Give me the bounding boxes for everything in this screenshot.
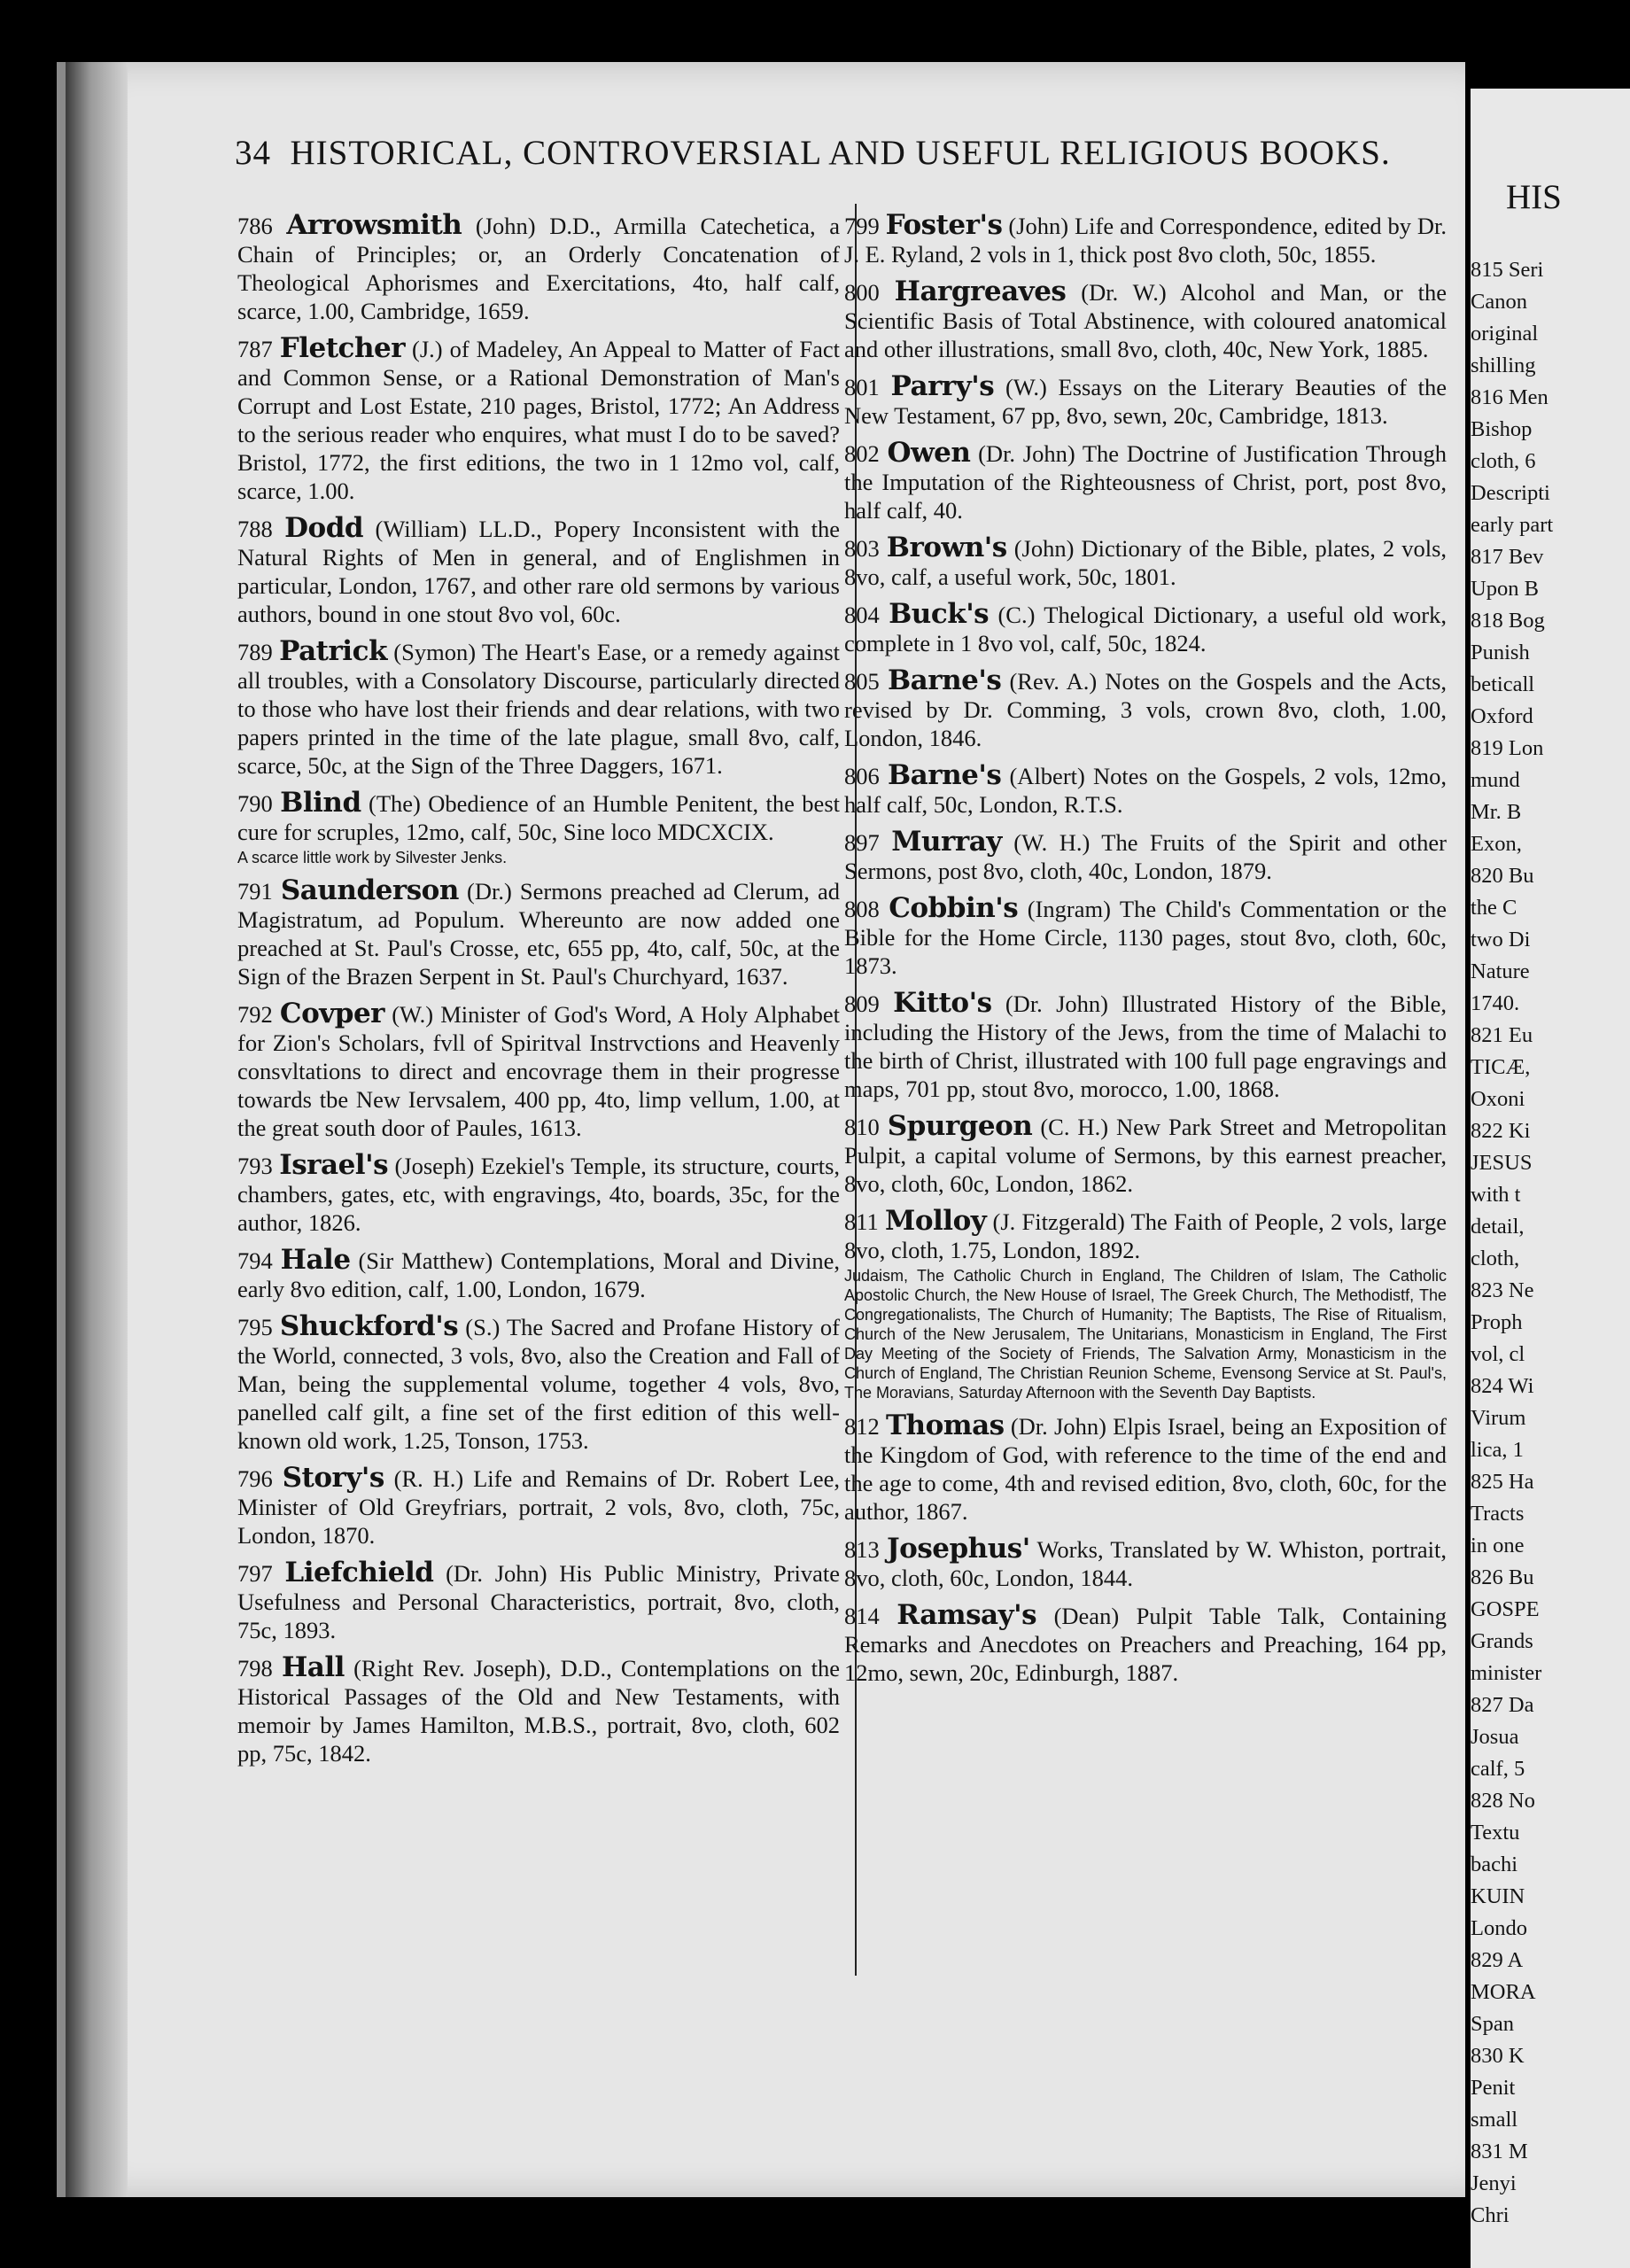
adjacent-page-line: JESUS: [1471, 1151, 1533, 1175]
adjacent-page-line: Span: [1471, 2012, 1514, 2036]
entry-author: Josephus': [886, 1533, 1030, 1565]
catalog-entry: [844, 666, 1447, 752]
catalog-entry: [844, 1601, 1447, 1687]
entry-description: (Rev. A.) Notes on the Gospels and the Acts, revised by Dr. Comming, 3 vols, crown 8vo, cloth, 1.00, London, 1846.: [844, 668, 1448, 751]
entry-author: Ramsay's: [896, 1599, 1037, 1631]
catalog-entry: [844, 277, 1447, 363]
entry-description: (C. H.) New Park Street and Metropolitan Pulpit, a capital volume of Sermons, by this earnest preacher, 8vo, cloth, 60c, London, 1862.: [844, 1114, 1448, 1197]
entry-description: (W.) Minister of God's Word, A Holy Alphabet for Zion's Scholars, fvll of Spiritval Instrvctions and Heavenly consvltations to direct and encovrage them in their progresse towards tbe New Iervsalem, 400 pp, 4to, limp vellum, 1.00, at the great south door of Paules, 1613.: [237, 1001, 841, 1141]
adjacent-page-line: Tracts: [1471, 1502, 1525, 1526]
catalog-entry: [237, 1246, 840, 1303]
entry-number: 797: [237, 1560, 273, 1587]
entry-author: Saunderson: [280, 874, 459, 906]
entry-number: 813: [844, 1536, 880, 1563]
catalog-entry: [844, 1207, 1447, 1402]
adjacent-page-line: minister: [1471, 1661, 1542, 1685]
adjacent-page-line: detail,: [1471, 1215, 1525, 1239]
entry-author: Brown's: [886, 532, 1007, 563]
entry-author: Hargreaves: [894, 276, 1067, 307]
adjacent-page-line: MORA: [1471, 1980, 1536, 2004]
entry-author: Covper: [279, 998, 385, 1029]
entry-number: 812: [844, 1413, 880, 1440]
entry-author: Kitto's: [893, 987, 992, 1019]
entry-description: (Dr.) Sermons preached ad Clerum, ad Magistratum, ad Populum. Whereunto are now added one preached at St. Paul's Crosse, etc, 655 pp, 4to, calf, 50c, at the Sign of the Brazen Serpent in St. Paul's Churchyard, 1637.: [237, 878, 841, 990]
entry-number: 798: [237, 1655, 273, 1682]
catalog-entry: [844, 439, 1447, 524]
entry-number: 794: [237, 1247, 273, 1274]
catalog-entry: [237, 999, 840, 1142]
adjacent-page-line: beticall: [1471, 672, 1535, 696]
entry-number: 787: [237, 336, 273, 362]
adjacent-page-line: lica, 1: [1471, 1438, 1524, 1462]
adjacent-page-line: 815 Seri: [1471, 258, 1544, 282]
catalog-entry: [844, 600, 1447, 657]
adjacent-page-line: 817 Bev: [1471, 545, 1544, 569]
page-number: 34: [235, 134, 271, 172]
adjacent-page-line: Jenyi: [1471, 2171, 1517, 2195]
adjacent-page-line: cloth, 6: [1471, 449, 1536, 473]
adjacent-page-line: 818 Bog: [1471, 609, 1545, 633]
entry-note: Judaism, The Catholic Church in England, The Children of Islam, The Catholic Apostolic Church, the New House of Israel, The Greek Church, The Methodistf, The Congregationalists, The Church of Humanity; The Baptists, The Rise of Ritualism, Church of the New Jerusalem, The Unitarians, Monasticism in England, The First Day Meeting of the Society of Friends, The Salvation Army, Monasticism in the Church of England, The Christian Reunion Scheme, Evensong Service at St. Paul's, The Moravians, Saturday Afternoon with the Seventh Day Baptists.: [844, 1267, 1447, 1402]
entry-description: (Dr. W.) Alcohol and Man, or the Scientific Basis of Total Abstinence, with coloured anatomical and other illustrations, small 8vo, cloth, 40c, New York, 1885.: [844, 279, 1448, 362]
entry-author: Fletcher: [279, 332, 406, 364]
entry-number: 796: [237, 1465, 273, 1492]
catalog-entry: [237, 1558, 840, 1644]
catalog-entry: [844, 761, 1447, 819]
catalog-entry: [237, 876, 840, 990]
adjacent-page-line: Textu: [1471, 1821, 1520, 1845]
catalog-entry: [237, 514, 840, 628]
catalog-entry: [844, 372, 1447, 430]
entry-author: Hall: [281, 1651, 345, 1683]
page-title: HISTORICAL, CONTROVERSIAL AND USEFUL RELIGIOUS BOOKS.: [290, 134, 1391, 172]
adjacent-page-line: Proph: [1471, 1310, 1523, 1334]
adjacent-page-line: Nature: [1471, 959, 1530, 983]
entry-number: 897: [844, 829, 880, 856]
catalog-entry: [844, 1534, 1447, 1592]
entry-description: (Dean) Pulpit Table Talk, Containing Remarks and Anecdotes on Preachers and Preaching, 164 pp, 12mo, sewn, 20c, Edinburgh, 1887.: [844, 1603, 1448, 1686]
entry-number: 805: [844, 668, 880, 695]
adjacent-page-line: 828 No: [1471, 1789, 1535, 1813]
adjacent-page-line: Exon,: [1471, 832, 1522, 856]
entry-description: (John) D.D., Armilla Catechetica, a Chain of Principles; or, an Orderly Concatenation of Theological Aphorismes and Exercitations, 4to, half calf, scarce, 1.00, Cambridge, 1659.: [237, 213, 841, 324]
entry-author: Buck's: [889, 598, 990, 630]
right-column: [844, 211, 1447, 1696]
entry-author: Parry's: [890, 370, 995, 402]
entry-number: 803: [844, 535, 880, 562]
entry-description: (Joseph) Ezekiel's Temple, its structure, courts, chambers, gates, etc, with engravings, 4to, boards, 35c, for the author, 1826.: [237, 1153, 841, 1236]
entry-number: 811: [844, 1208, 879, 1235]
catalog-entry: [844, 533, 1447, 591]
entry-number: 793: [237, 1153, 273, 1179]
entry-number: 814: [844, 1603, 880, 1629]
adjacent-page-line: mund: [1471, 768, 1520, 792]
catalog-entry: [237, 1151, 840, 1237]
adjacent-page-line: Josua: [1471, 1725, 1519, 1749]
catalog-entry: [844, 894, 1447, 980]
entry-number: 806: [844, 763, 880, 789]
entry-number: 809: [844, 990, 880, 1017]
adjacent-page-line: 827 Da: [1471, 1693, 1534, 1717]
entry-author: Story's: [282, 1462, 384, 1494]
entry-description: (Dr. John) The Doctrine of Justification Through the Imputation of the Righteousness of Christ, port, post 8vo, half calf, 40.: [844, 440, 1447, 524]
adjacent-page-line: 824 Wi: [1471, 1374, 1534, 1398]
adjacent-page-lines: [1471, 257, 1630, 2234]
catalog-entry: [237, 1653, 840, 1767]
catalog-entry: [237, 637, 840, 780]
entry-author: Spurgeon: [887, 1110, 1033, 1142]
adjacent-page-line: small: [1471, 2108, 1518, 2132]
adjacent-page-line: GOSPE: [1471, 1597, 1540, 1621]
adjacent-page-line: Virum: [1471, 1406, 1526, 1430]
entry-description: (Symon) The Heart's Ease, or a remedy against all troubles, with a Consolatory Discourse, particularly directed to those who have lost their friends and dear relations, with two papers printed in the time of the late plague, small 8vo, calf, scarce, 50c, at the Sign of the Three Daggers, 1671.: [237, 639, 841, 779]
entry-number: 810: [844, 1114, 880, 1140]
entry-description: (Dr. John) His Public Ministry, Private Usefulness and Personal Characteristics, portrait, 8vo, cloth, 75c, 1893.: [237, 1560, 841, 1643]
adjacent-page-line: Canon: [1471, 290, 1527, 314]
adjacent-page-line: 830 K: [1471, 2044, 1525, 2068]
entry-author: Israel's: [279, 1149, 389, 1181]
adjacent-page-line: Punish: [1471, 641, 1530, 664]
entry-number: 800: [844, 279, 880, 306]
entry-description: (W.) Essays on the Literary Beauties of the New Testament, 67 pp, 8vo, sewn, 20c, Cambridge, 1813.: [844, 374, 1448, 429]
entry-author: Cobbin's: [889, 892, 1019, 924]
adjacent-page-line: 821 Eu: [1471, 1023, 1533, 1047]
entry-author: Hale: [280, 1244, 351, 1276]
entry-number: 792: [237, 1001, 273, 1028]
entry-description: (John) Dictionary of the Bible, plates, 2 vols, 8vo, calf, a useful work, 50c, 1801.: [844, 535, 1448, 590]
entry-author: Murray: [891, 826, 1002, 858]
entry-number: 804: [844, 602, 880, 628]
entry-author: Blind: [280, 787, 361, 819]
catalog-entry: [844, 989, 1447, 1103]
adjacent-page-line: 819 Lon: [1471, 736, 1544, 760]
entry-number: 789: [237, 639, 273, 665]
entry-number: 788: [237, 516, 273, 542]
entry-description: Works, Translated by W. Whiston, portrait, 8vo, cloth, 60c, London, 1844.: [844, 1536, 1448, 1591]
adjacent-page-line: bachi: [1471, 1852, 1518, 1876]
adjacent-page-line: with t: [1471, 1183, 1521, 1207]
adjacent-page-header: HIS: [1506, 178, 1562, 216]
adjacent-page-line: the C: [1471, 896, 1517, 920]
catalog-entry: [237, 334, 840, 505]
adjacent-page: [1471, 89, 1630, 2268]
adjacent-page-line: two Di: [1471, 928, 1531, 951]
adjacent-page-line: Mr. B: [1471, 800, 1522, 824]
adjacent-page-line: 822 Ki: [1471, 1119, 1531, 1143]
entry-author: Barne's: [887, 664, 1002, 696]
adjacent-page-line: Oxford: [1471, 704, 1533, 728]
adjacent-page-line: Penit: [1471, 2076, 1516, 2100]
adjacent-page-line: original: [1471, 322, 1539, 346]
entry-author: Dodd: [284, 512, 364, 544]
entry-author: Foster's: [885, 209, 1003, 241]
entry-description: (J.) of Madeley, An Appeal to Matter of Fact and Common Sense, or a Rational Demonstration of Man's Corrupt and Lost Estate, 210 pages, Bristol, 1772; An Address to the serious reader who enquires, what must I do to be saved? Bristol, 1772, the first editions, the two in 1 12mo vol, calf, scarce, 1.00.: [237, 336, 841, 504]
entry-author: Patrick: [279, 635, 387, 667]
catalog-entry: [844, 1112, 1447, 1198]
page-header: [235, 133, 1391, 173]
entry-description: (Albert) Notes on the Gospels, 2 vols, 12mo, half calf, 50c, London, R.T.S.: [844, 763, 1447, 818]
adjacent-page-line: Upon B: [1471, 577, 1539, 601]
entry-number: 802: [844, 440, 880, 467]
adjacent-page-line: shilling: [1471, 353, 1536, 377]
entry-description: (Right Rev. Joseph), D.D., Contemplations on the Historical Passages of the Old and New Testaments, with memoir by James Hamilton, M.B.S., portrait, 8vo, cloth, 602 pp, 75c, 1842.: [237, 1655, 841, 1767]
adjacent-page-line: Londo: [1471, 1916, 1527, 1940]
entry-author: Liefchield: [284, 1557, 434, 1588]
entry-number: 795: [237, 1314, 273, 1340]
adjacent-page-line: 820 Bu: [1471, 864, 1534, 888]
entry-number: 799: [844, 213, 880, 239]
catalog-entry: [844, 827, 1447, 885]
entry-note: A scarce little work by Silvester Jenks.: [237, 849, 508, 866]
adjacent-page-line: calf, 5: [1471, 1757, 1525, 1781]
entry-number: 786: [237, 213, 273, 239]
adjacent-page-line: 826 Bu: [1471, 1565, 1534, 1589]
entry-description: (Ingram) The Child's Commentation or the Bible for the Home Circle, 1130 pages, stout 8vo, cloth, 60c, 1873.: [844, 896, 1448, 979]
entry-author: Arrowsmith: [286, 209, 462, 241]
entry-description: (R. H.) Life and Remains of Dr. Robert Lee, Minister of Old Greyfriars, portrait, 2 vols, 8vo, cloth, 75c, London, 1870.: [237, 1465, 840, 1549]
catalog-entry: [237, 788, 840, 867]
catalog-entry: [237, 211, 840, 325]
entry-description: (William) LL.D., Popery Inconsistent with the Natural Rights of Men in general, and of Englishmen in particular, London, 1767, and other rare old sermons by various authors, bound in one stout 8vo vol, 60c.: [237, 516, 841, 627]
adjacent-page-line: Chri: [1471, 2203, 1510, 2227]
catalog-entry: [237, 1464, 840, 1550]
adjacent-page-line: 831 M: [1471, 2140, 1528, 2163]
entry-description: (John) Life and Correspondence, edited by Dr. J. E. Ryland, 2 vols in 1, thick post 8vo cloth, 50c, 1855.: [844, 213, 1448, 268]
adjacent-page-line: cloth,: [1471, 1247, 1520, 1270]
adjacent-page-line: KUIN: [1471, 1884, 1525, 1908]
adjacent-page-line: Grands: [1471, 1629, 1533, 1653]
entry-description: (Dr. John) Elpis Israel, being an Exposition of the Kingdom of God, with reference to the time of the end and the age to come, 4th and revised edition, 8vo, cloth, 60c, for the author, 1867.: [844, 1413, 1448, 1525]
catalog-entry: [237, 1312, 840, 1455]
entry-author: Shuckford's: [279, 1310, 459, 1342]
adjacent-page-line: 825 Ha: [1471, 1470, 1534, 1494]
entry-description: (Sir Matthew) Contemplations, Moral and Divine, early 8vo edition, calf, 1.00, London, 1679.: [237, 1247, 841, 1302]
catalog-entry: [844, 1411, 1447, 1526]
entry-description: (C.) Thelogical Dictionary, a useful old work, complete in 1 8vo vol, calf, 50c, 1824.: [844, 602, 1448, 656]
entry-number: 808: [844, 896, 880, 922]
adjacent-page-line: 829 A: [1471, 1948, 1524, 1972]
entry-description: (S.) The Sacred and Profane History of the World, connected, 3 vols, 8vo, also the Creation and Fall of Man, being the supplemental volume, together 4 vols, 8vo, panelled calf gilt, a fine set of the first edition of this well-known old work, 1.25, Tonson, 1753.: [237, 1314, 840, 1454]
entry-author: Barne's: [887, 759, 1002, 791]
adjacent-page-line: Bishop: [1471, 417, 1533, 441]
entry-author: Molloy: [885, 1205, 987, 1237]
adjacent-page-line: early part: [1471, 513, 1554, 537]
entry-description: (W. H.) The Fruits of the Spirit and other Sermons, post 8vo, cloth, 40c, London, 1879.: [844, 829, 1447, 884]
entry-author: Thomas: [885, 1410, 1005, 1441]
adjacent-page-line: vol, cl: [1471, 1342, 1525, 1366]
adjacent-page-line: 823 Ne: [1471, 1278, 1534, 1302]
entry-number: 790: [237, 790, 273, 817]
adjacent-page-line: Descripti: [1471, 481, 1550, 505]
entry-description: (Dr. John) Illustrated History of the Bible, including the History of the Jews, from the time of Malachi to the birth of Christ, illustrated with 100 full page engravings and maps, 701 pp, stout 8vo, morocco, 1.00, 1868.: [844, 990, 1447, 1102]
left-column: [237, 211, 840, 1776]
adjacent-page-line: in one: [1471, 1534, 1525, 1557]
adjacent-page-line: 816 Men: [1471, 385, 1548, 409]
entry-number: 791: [237, 878, 273, 905]
entry-description: (J. Fitzgerald) The Faith of People, 2 vols, large 8vo, cloth, 1.75, London, 1892.: [844, 1208, 1448, 1263]
adjacent-page-line: Oxoni: [1471, 1087, 1525, 1111]
entry-number: 801: [844, 374, 880, 400]
adjacent-page-line: 1740.: [1471, 991, 1520, 1015]
catalog-entry: [844, 211, 1447, 268]
entry-author: Owen: [887, 437, 971, 469]
entry-description: (The) Obedience of an Humble Penitent, the best cure for scruples, 12mo, calf, 50c, Sine loco MDCXCIX.: [237, 790, 840, 845]
adjacent-page-line: TICÆ,: [1471, 1055, 1531, 1079]
